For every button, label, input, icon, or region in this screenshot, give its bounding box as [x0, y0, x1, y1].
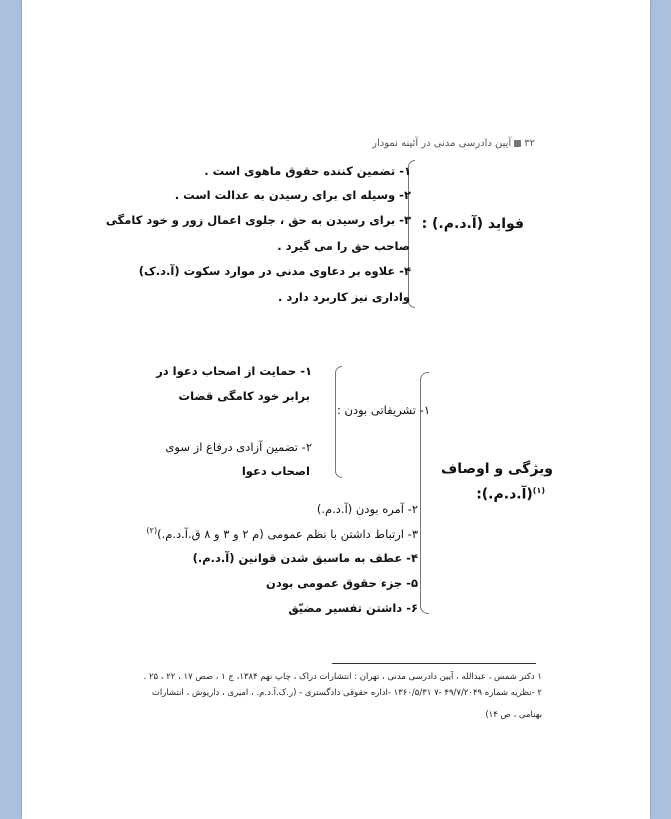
- formality-sub-2-cont: اصحاب دعوا: [241, 464, 310, 478]
- formality-label: ۱- تشریفاتی بودن :: [337, 403, 430, 417]
- feature-item-6: ۶- داشتن تفسیر مضیّق: [288, 601, 418, 615]
- benefit-item-4-cont: واداری نیز کاربرد دارد .: [277, 290, 410, 304]
- running-header: [332, 138, 535, 149]
- benefits-bracket: [408, 160, 415, 308]
- footnote-2: ۲ -نظریه شماره ۴۹/۷/۲۰۴۹ -۷ ۱۳۶۰/۵/۳۱ -اداره حقوقی دادگستری - (ر.ک.آ.د.م. ، امیری ، داریوش ، انتشارات: [151, 688, 542, 698]
- document-page: [22, 0, 650, 819]
- features-heading-line1: ویژگی و اوصاف: [441, 461, 553, 477]
- footnote-2-cont: بهنامی ، ص ۱۴): [485, 710, 542, 720]
- features-heading-text: (آ.د.م.):: [476, 486, 533, 503]
- formality-bracket: [335, 366, 342, 478]
- header-square-icon: [514, 140, 521, 147]
- feature-item-3-note: (۲): [146, 526, 158, 535]
- page-number: ۳۲: [524, 138, 535, 149]
- benefit-item-3: ۳- برای رسیدن به حق ، جلوی اعمال زور و خود کامگی: [105, 213, 411, 227]
- formality-sub-1: ۱- حمایت از اصحاب دعوا در: [156, 364, 312, 378]
- formality-sub-1-cont: برابر خود کامگی قضات: [178, 389, 310, 403]
- feature-item-4: ۴- عطف به ماسبق شدن قوانین (آ.د.م.): [192, 551, 418, 565]
- benefit-item-2: ۲- وسیله ای برای رسیدن به عدالت است .: [174, 188, 411, 202]
- formality-sub-2: ۲- تضمین آزادی درفاع از سوی: [165, 440, 312, 454]
- feature-item-3-text: ۳- ارتباط داشتن با نظم عمومی (م ۲ و ۳ و ۸ ق.آ.د.م.): [157, 526, 418, 541]
- feature-item-2: ۲- آمره بودن (آ.د.م.): [316, 502, 418, 516]
- running-title: آیین دادرسی مدنی در آئینه نمودار: [372, 138, 512, 149]
- benefit-item-4: ۴- علاوه بر دعاوی مدنی در موارد سکوت (آ.د.ک): [138, 264, 411, 278]
- feature-item-3: [147, 526, 418, 541]
- footnote-rule: [332, 663, 536, 664]
- benefit-item-3-cont: صاحب حق را می گیرد .: [277, 239, 410, 253]
- feature-item-5: ۵- جزء حقوق عمومی بودن: [266, 576, 418, 590]
- features-heading-line2: [476, 486, 545, 503]
- footnote-1: ۱ دکتر شمس ، عبدالله ، آیین دادرسی مدنی ، تهران : انتشارات دراک ، چاپ نهم ۱۳۸۴، ج ۱ ، صص ۱۷ ، ۲۲ ، ۲۵ .: [143, 672, 542, 682]
- benefit-item-1: ۱- تضمین کننده حقوق ماهوی است .: [204, 164, 411, 178]
- benefits-heading: فواید (آ.د.م.) :: [421, 216, 524, 232]
- features-heading-note: (۱): [532, 486, 545, 495]
